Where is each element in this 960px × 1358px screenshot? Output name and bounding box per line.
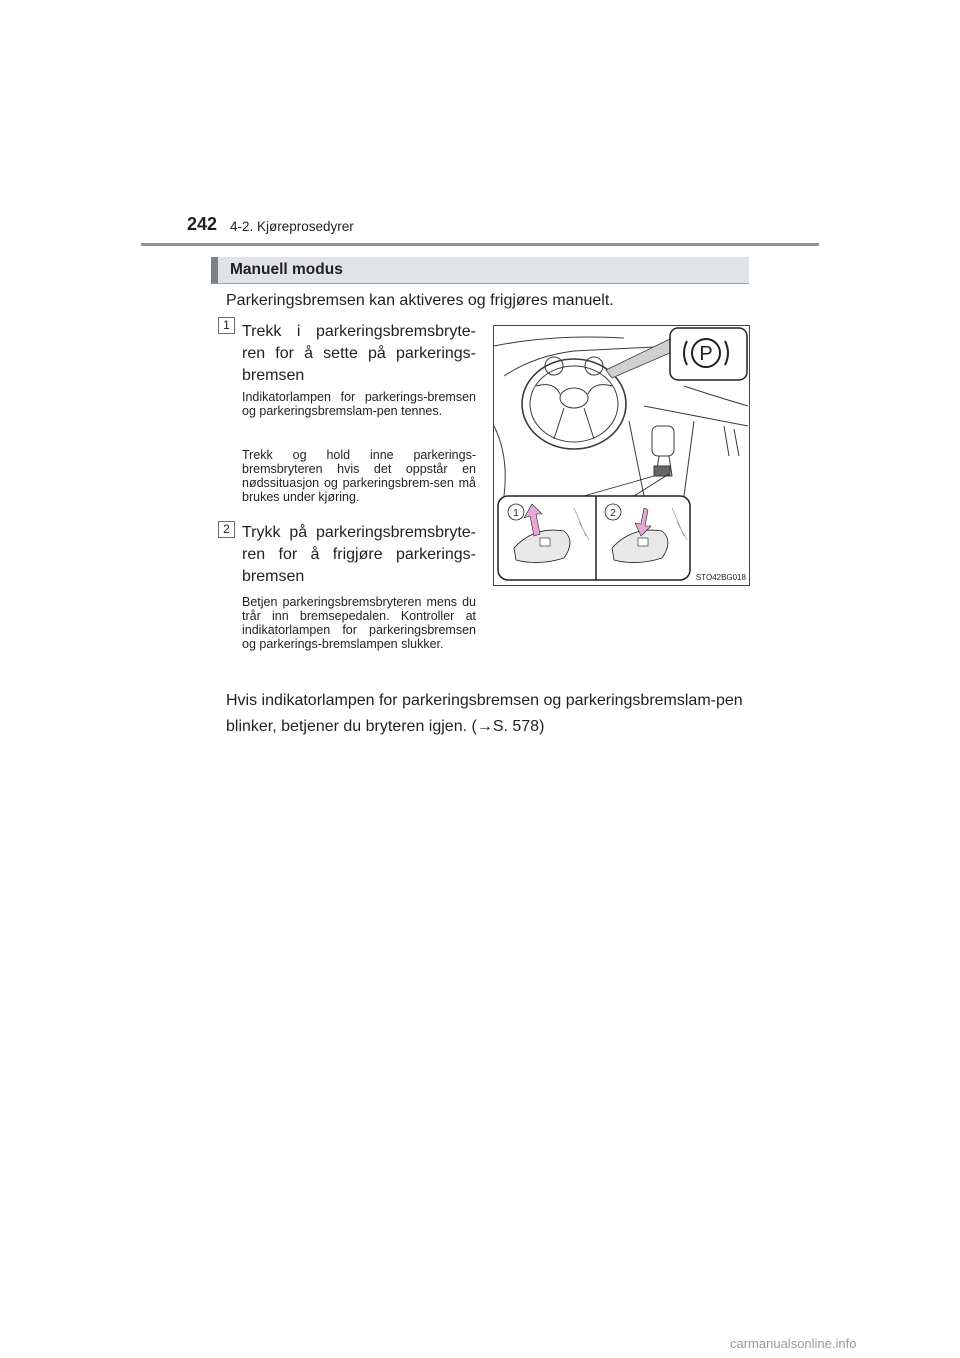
page-number: 242 <box>187 214 218 234</box>
watermark: carmanualsonline.info <box>730 1336 857 1351</box>
p-symbol: P <box>699 343 713 365</box>
callout-1-label: 1 <box>513 508 519 519</box>
step-1-note-2: Trekk og hold inne parkerings-bremsbryteren hvis det oppstår en nødssituasjon og parkeringsbrem-sen må brukes under kjøring. <box>242 448 476 504</box>
step-number-2: 2 <box>218 521 235 538</box>
section-header <box>211 257 749 284</box>
step-1-note-1: Indikatorlampen for parkerings-bremsen og parkeringsbremslam-pen tennes. <box>242 390 476 418</box>
step-number-1: 1 <box>218 317 235 334</box>
footer-paragraph: Hvis indikatorlampen for parkeringsbremsen og parkeringsbremslam-pen blinker, betjener du bryteren igjen. (→S. 578) <box>226 692 743 735</box>
parking-brake-illustration <box>493 325 750 586</box>
chapter-title: 4-2. Kjøreprosedyrer <box>230 219 354 234</box>
section-title: Manuell modus <box>230 261 343 278</box>
figure-code: STO42BG018 <box>695 573 746 582</box>
step-2-note-1: Betjen parkeringsbremsbryteren mens du trår inn bremsepedalen. Kontroller at indikatorlampen for parkeringsbremsen og parkerings-bremslampen slukker. <box>242 595 476 651</box>
step-2-text: Trykk på parkeringsbremsbryte-ren for å frigjøre parkerings-bremsen <box>242 524 476 585</box>
header-rule <box>141 243 819 246</box>
car-interior-drawing <box>494 326 749 585</box>
step-1-text: Trekk i parkeringsbremsbryte-ren for å sette på parkerings-bremsen <box>242 323 476 384</box>
section-intro: Parkeringsbremsen kan aktiveres og frigjøres manuelt. <box>226 292 614 309</box>
callout-2-label: 2 <box>610 508 616 519</box>
